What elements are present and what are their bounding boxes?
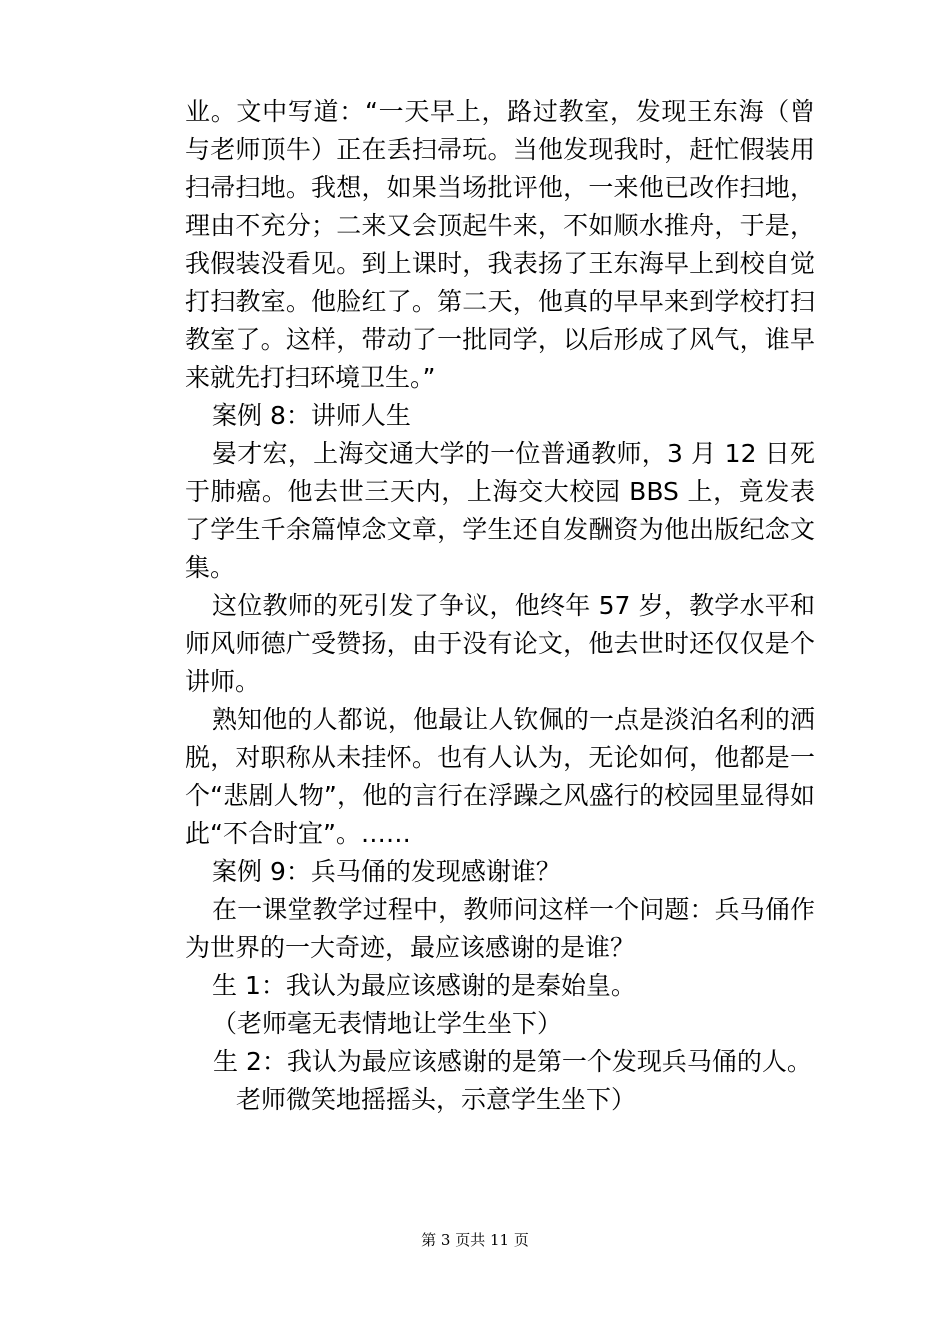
paragraph-case-8-opinions: 熟知他的人都说，他最让人钦佩的一点是淡泊名利的洒脱，对职称从未挂怀。也有人认为，无论如何，他都是一个“悲剧人物”，他的言行在浮躁之风盛行的校园里显得如此“不合时宜”。…… [185, 705, 815, 848]
teacher-reaction-1: （老师毫无表情地让学生坐下） [212, 1009, 563, 1038]
student-1-answer: 生 1：我认为最应该感谢的是秦始皇。 [212, 971, 636, 1000]
teacher-reaction-2: 老师微笑地摇摇头，示意学生坐下） [236, 1085, 637, 1114]
paragraph-case-8-controversy: 这位教师的死引发了争议，他终年 57 岁，教学水平和师风师德广受赞扬，由于没有论文，他去世时还仅仅是个讲师。 [185, 591, 815, 696]
document-body [185, 93, 815, 1119]
paragraph-case-9-question: 在一课堂教学过程中，教师问这样一个问题：兵马俑作为世界的一大奇迹，最应该感谢的是谁？ [185, 895, 815, 962]
paragraph-case-8-intro: 晏才宏，上海交通大学的一位普通教师，3 月 12 日死于肺癌。他去世三天内，上海交大校园 BBS 上，竟发表了学生千余篇悼念文章，学生还自发酬资为他出版纪念文集。 [185, 439, 815, 582]
case-9-heading: 案例 9：兵马俑的发现感谢谁？ [212, 857, 561, 886]
case-8-heading: 案例 8：讲师人生 [212, 401, 411, 430]
student-2-answer: 生 2：我认为最应该感谢的是第一个发现兵马俑的人。 [213, 1047, 812, 1076]
page-number-footer: 第 3 页共 11 页 [421, 1231, 529, 1249]
paragraph-story-continuation: 业。文中写道：“一天早上，路过教室，发现王东海（曾与老师顶牛）正在丢扫帚玩。当他发现我时，赶忙假装用扫帚扫地。我想，如果当场批评他，一来他已改作扫地，理由不充分；二来又会顶起牛来，不如顺水推舟，于是，我假装没看见。到上课时，我表扬了王东海早上到校自觉打扫教室。他脸红了。第二天，他真的早早来到学校打扫教室了。这样，带动了一批同学，以后形成了风气，谁早来就先打扫环境卫生。” [185, 97, 815, 392]
